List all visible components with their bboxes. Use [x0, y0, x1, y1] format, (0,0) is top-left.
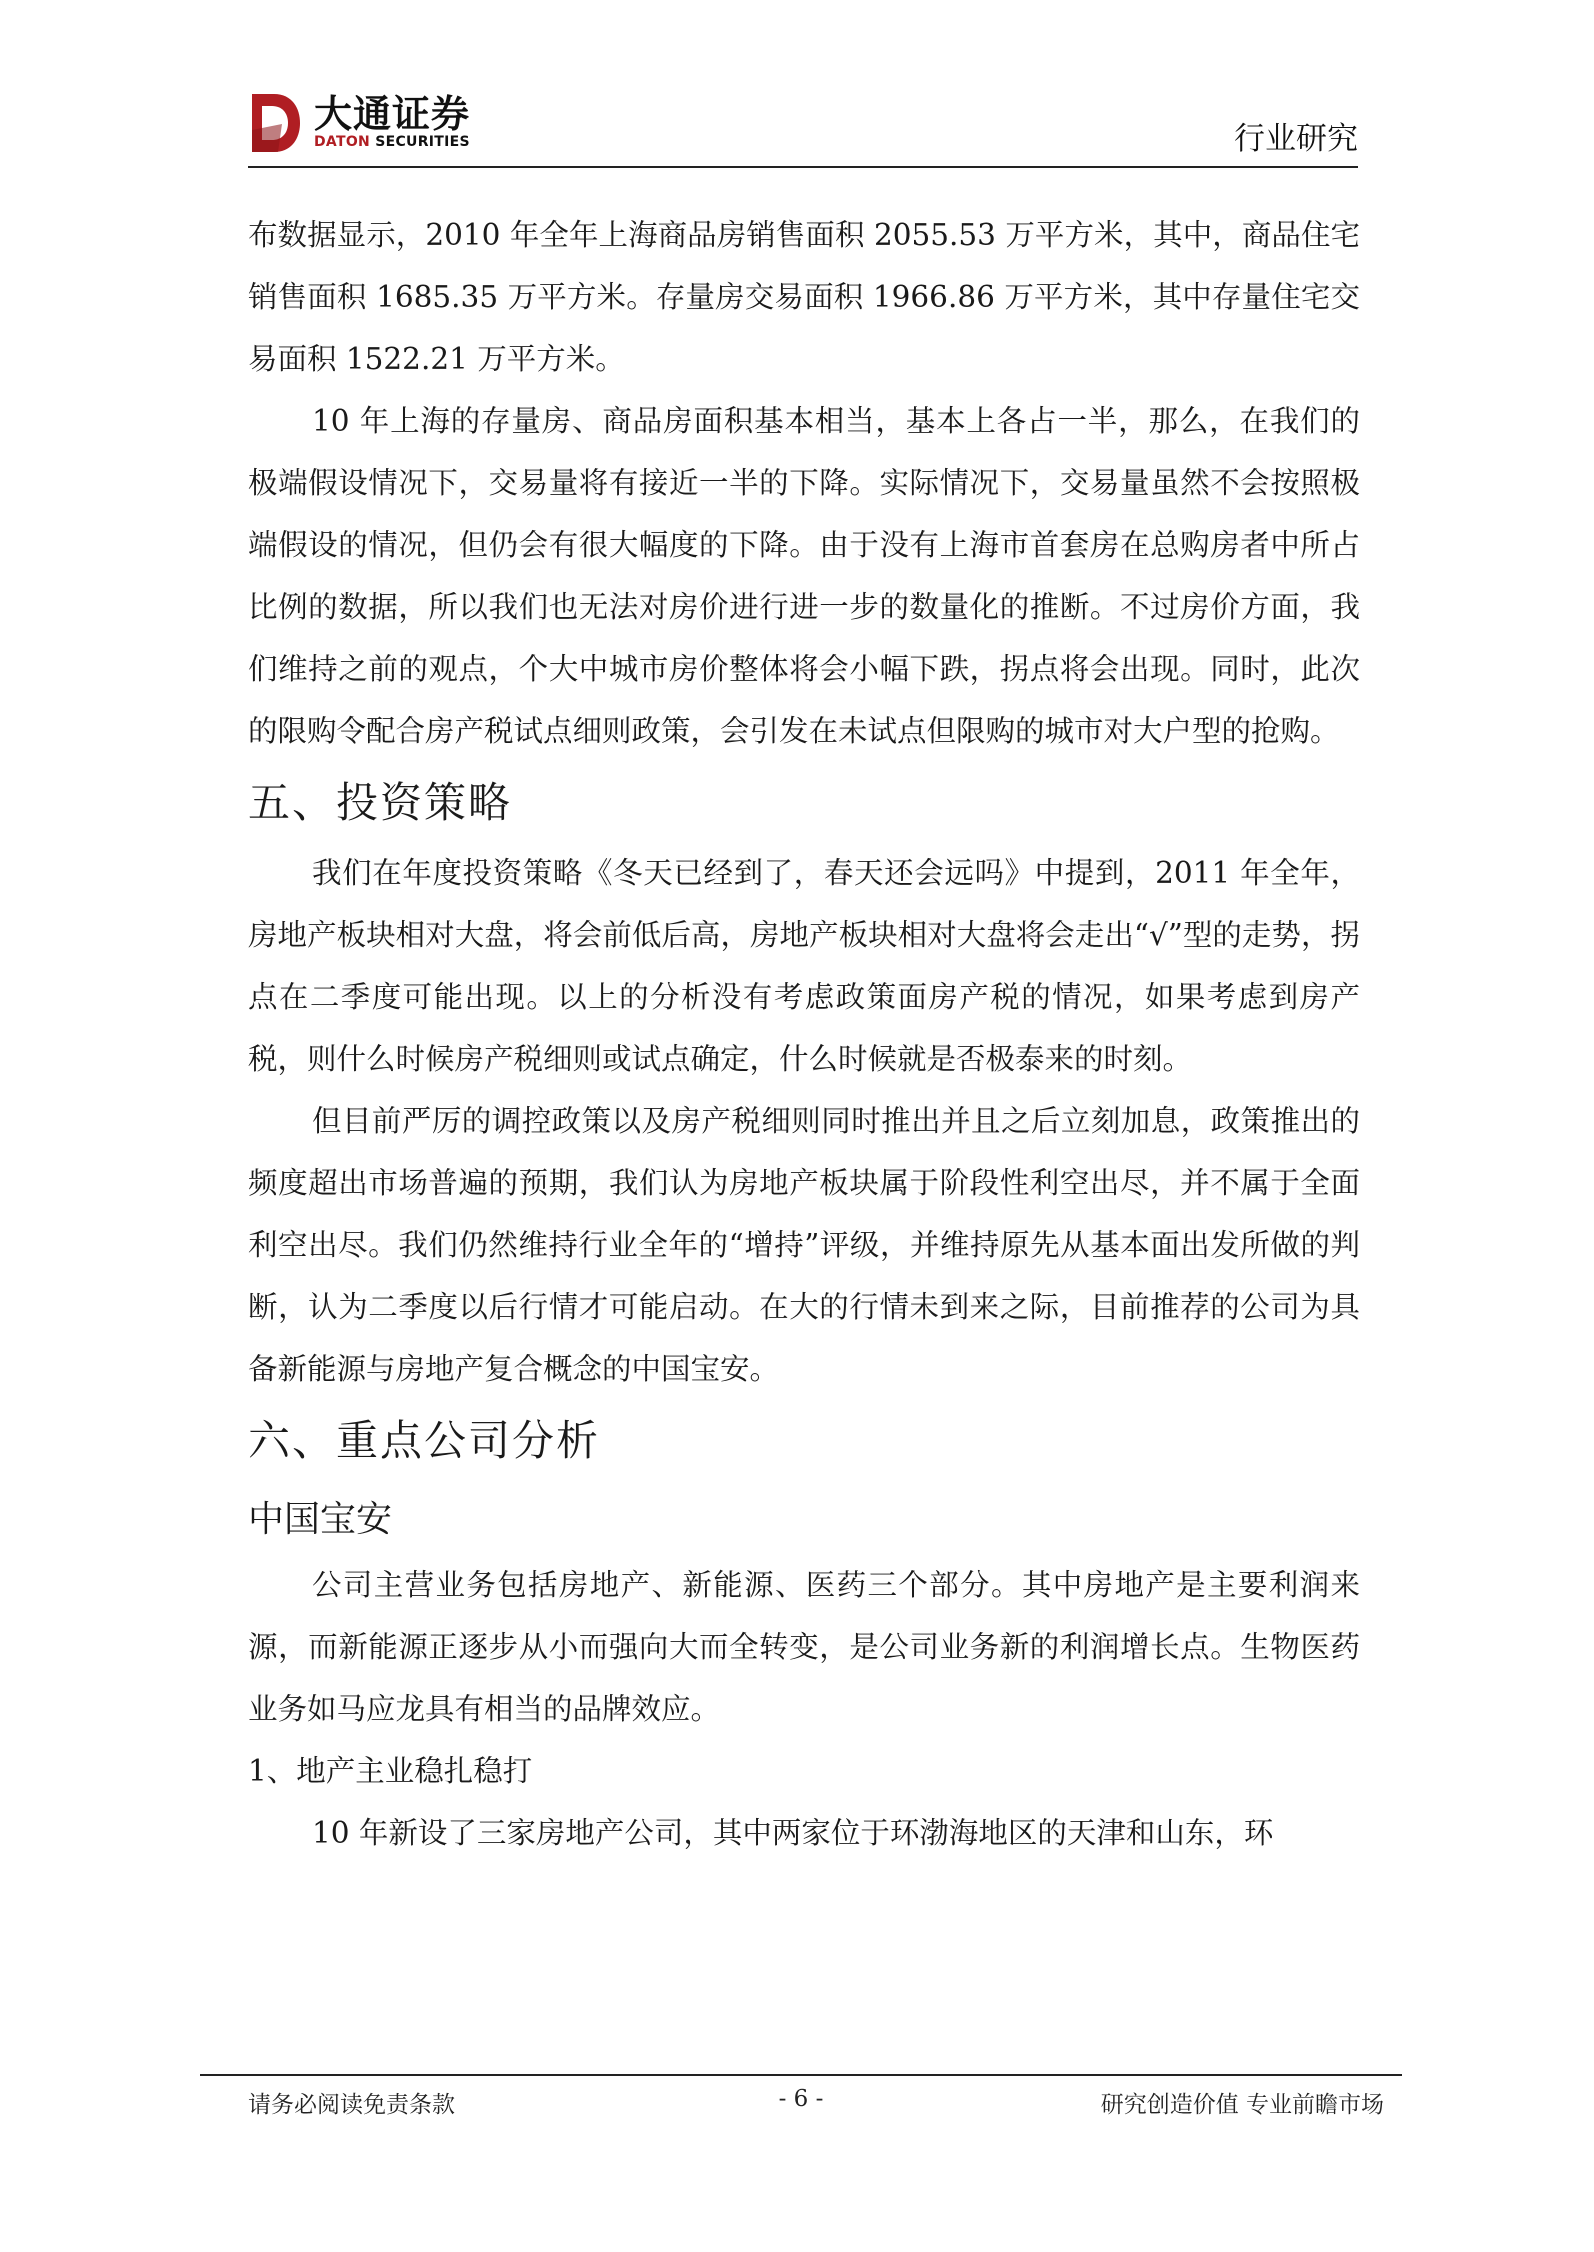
page-number: - 6 - [778, 2086, 824, 2112]
company-logo [248, 92, 498, 154]
footer-slogan: 研究创造价值 专业前瞻市场 [1100, 2092, 1384, 2118]
paragraph: 但目前严厉的调控政策以及房产税细则同时推出并且之后立刻加息，政策推出的频度超出市场普遍的预期，我们认为房地产板块属于阶段性利空出尽，并不属于全面利空出尽。我们仍然维持行业全年的“增持”评级，并维持原先从基本面出发所做的判断，认为二季度以后行情才可能启动。在大的行情未到来之际，目前推荐的公司为具备新能源与房地产复合概念的中国宝安。 [248, 1104, 1360, 1386]
page-footer [200, 2086, 1402, 2126]
disclaimer-note: 请务必阅读免责条款 [248, 2092, 455, 2118]
section-heading-key-companies: 六、重点公司分析 [248, 1416, 601, 1465]
logo-name: 大通证券 [314, 92, 471, 136]
paragraph: 10 年新设了三家房地产公司，其中两家位于环渤海地区的天津和山东，环 [312, 1816, 1274, 1850]
paragraph: 公司主营业务包括房地产、新能源、医药三个部分。其中房地产是主要利润来源，而新能源正逐步从小而强向大而全转变，是公司业务新的利润增长点。生物医药业务如马应龙具有相当的品牌效应。 [248, 1568, 1360, 1726]
paragraph: 我们在年度投资策略《冬天已经到了，春天还会远吗》中提到，2011 年全年，房地产板块相对大盘，将会前低后高，房地产板块相对大盘将会走出“√”型的走势，拐点在二季度可能出现。以上的分析没有考虑政策面房产税的情况，如果考虑到房产税，则什么时候房产税细则或试点确定，什么时候就是否极泰来的时刻。 [248, 856, 1360, 1076]
logo-subtitle [314, 134, 470, 150]
paragraph: 10 年上海的存量房、商品房面积基本相当，基本上各占一半，那么，在我们的极端假设情况下，交易量将有接近一半的下降。实际情况下，交易量虽然不会按照极端假设的情况，但仍会有很大幅度的下降。由于没有上海市首套房在总购房者中所占比例的数据，所以我们也无法对房价进行进一步的数量化的推断。不过房价方面，我们维持之前的观点，个大中城市房价整体将会小幅下跌，拐点将会出现。同时，此次的限购令配合房产税试点细则政策，会引发在未试点但限购的城市对大户型的抢购。 [248, 404, 1360, 748]
main-content [248, 204, 1360, 1864]
document-category: 行业研究 [1234, 121, 1358, 157]
daton-logo-icon [248, 92, 302, 154]
company-heading: 中国宝安 [248, 1499, 393, 1540]
section-heading-investment-strategy: 五、投资策略 [248, 778, 513, 827]
footer-divider [200, 2074, 1402, 2076]
logo-subtitle-prefix: DATON [314, 134, 371, 150]
subsection-heading: 1、地产主业稳扎稳打 [248, 1754, 533, 1788]
logo-subtitle-suffix: SECURITIES [370, 134, 470, 150]
page-header [248, 92, 1358, 166]
header-divider [248, 166, 1358, 168]
paragraph: 布数据显示，2010 年全年上海商品房销售面积 2055.53 万平方米，其中，商品住宅销售面积 1685.35 万平方米。存量房交易面积 1966.86 万平方米，其中存量住宅交易面积 1522.21 万平方米。 [248, 218, 1360, 376]
